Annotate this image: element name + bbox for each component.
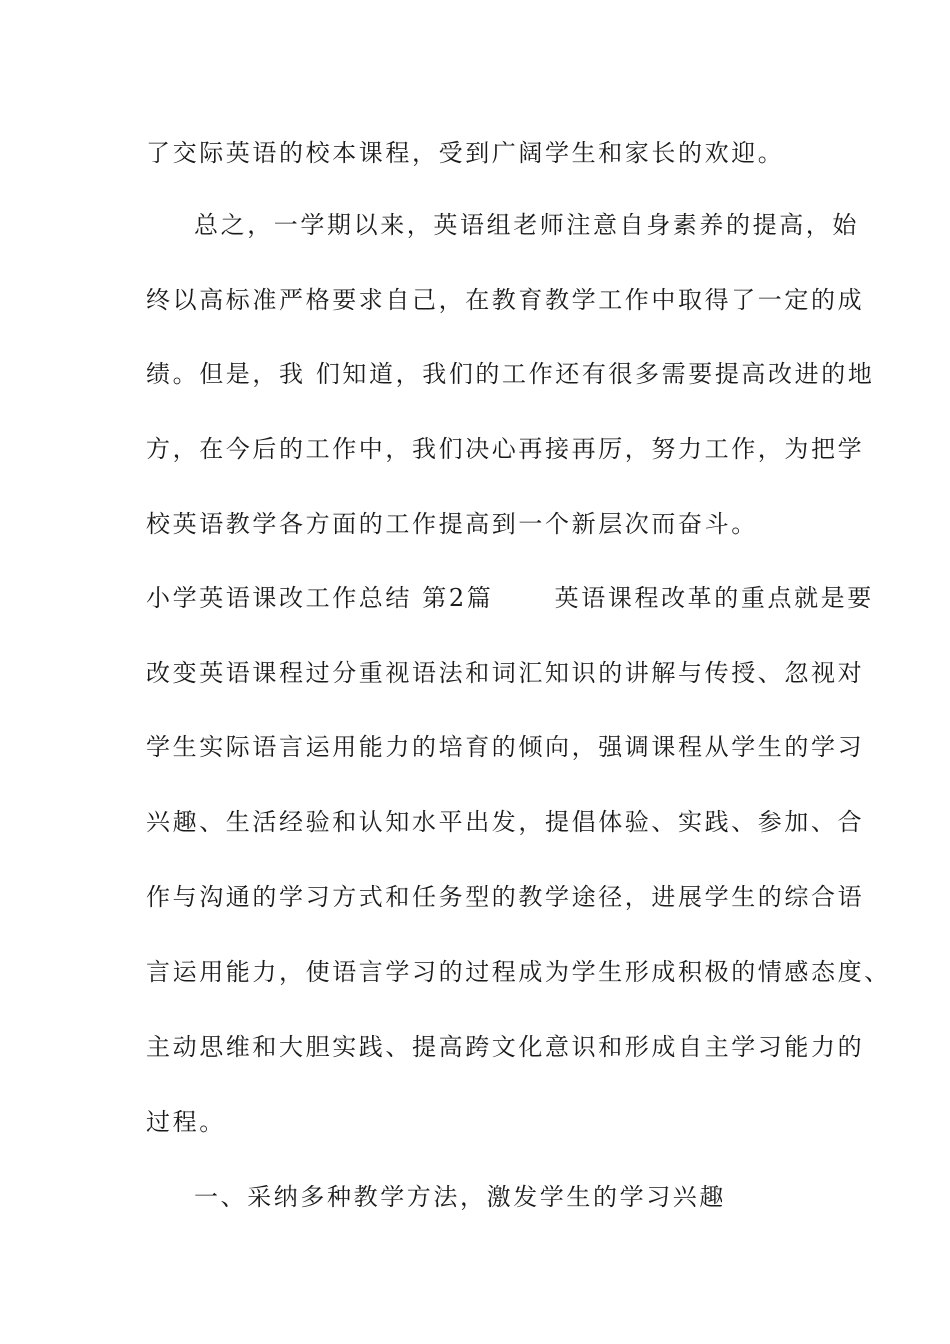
text-line-9: 学生实际语言运用能力的培育的倾向，强调课程从学生的学习 xyxy=(146,733,865,761)
text-line-5: 方，在今后的工作中，我们决心再接再厉，努力工作，为把学 xyxy=(146,435,865,463)
text-line-3: 终以高标准严格要求自己，在教育教学工作中取得了一定的成 xyxy=(146,286,865,314)
text-line-13: 主动思维和大胆实践、提高跨文化意识和形成自主学习能力的 xyxy=(146,1033,865,1061)
subheading-line: 一、采纳多种教学方法，激发学生的学习兴趣 xyxy=(194,1183,726,1211)
text-line-10: 兴趣、生活经验和认知水平出发，提倡体验、实践、参加、合 xyxy=(146,808,865,836)
text-line-4: 绩。但是，我 们知道，我们的工作还有很多需要提高改进的地 xyxy=(146,360,875,388)
text-line-8: 改变英语课程过分重视语法和词汇知识的讲解与传授、忽视对 xyxy=(146,659,865,687)
text-line-6: 校英语教学各方面的工作提高到一个新层次而奋斗。 xyxy=(146,510,758,538)
section-heading-line: 小学英语课改工作总结 第2篇 英语课程改革的重点就是要 xyxy=(146,584,874,612)
text-line-11: 作与沟通的学习方式和任务型的教学途径，进展学生的综合语 xyxy=(146,883,865,911)
text-line-2: 总之，一学期以来，英语组老师注意自身素养的提高，始 xyxy=(194,211,859,239)
text-line-1: 了交际英语的校本课程，受到广阔学生和家长的欢迎。 xyxy=(146,139,785,167)
text-line-12: 言运用能力，使语言学习的过程成为学生形成积极的情感态度、 xyxy=(146,958,891,986)
text-line-14: 过程。 xyxy=(146,1108,226,1136)
